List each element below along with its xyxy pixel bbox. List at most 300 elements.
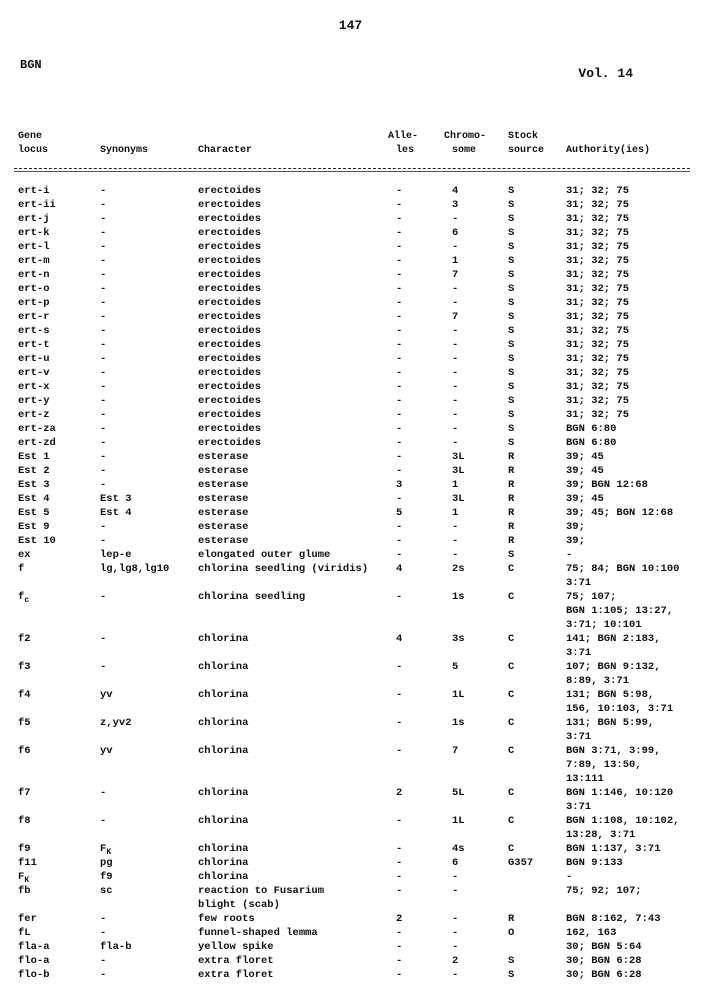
authority-cell: 162, 163 <box>566 927 617 939</box>
authority-cell: 30; BGN 6:28 <box>566 969 642 981</box>
chromosome-cell: 2 <box>452 955 459 967</box>
chromosome-cell: - <box>452 381 459 393</box>
character-cell: chlorina <box>198 633 249 645</box>
synonyms-cell: - <box>100 955 107 967</box>
authority-cell: 39; <box>566 535 585 547</box>
gene-locus-cell: ert-r <box>18 311 50 323</box>
stock-source-cell: S <box>508 297 515 309</box>
synonyms-cell: - <box>100 311 107 323</box>
gene-locus-cell: f11 <box>18 857 37 869</box>
stock-source-cell: G357 <box>508 857 534 869</box>
character-cell: erectoides <box>198 283 262 295</box>
authority-cell: 31; 32; 75 <box>566 213 630 225</box>
gene-locus-cell: f <box>18 563 25 575</box>
chromosome-cell: - <box>452 941 459 953</box>
synonyms-cell: lg,lg8,lg10 <box>100 563 170 575</box>
table-row <box>0 254 701 268</box>
alleles-cell: - <box>396 941 403 953</box>
alleles-cell: - <box>396 339 403 351</box>
character-cell: erectoides <box>198 255 262 267</box>
gene-locus-cell: f8 <box>18 815 31 827</box>
gene-locus-cell: ex <box>18 549 31 561</box>
gene-locus-cell: Est 2 <box>18 465 50 477</box>
gene-locus-cell: flo-a <box>18 955 50 967</box>
gene-locus-cell: f2 <box>18 633 31 645</box>
stock-source-cell: S <box>508 367 515 379</box>
chromosome-cell: - <box>452 535 459 547</box>
authority-cell: BGN 8:162, 7:43 <box>566 913 661 925</box>
table-row <box>0 870 701 884</box>
alleles-cell: - <box>396 269 403 281</box>
gene-locus-cell: f5 <box>18 717 31 729</box>
gene-locus-cell: ert-t <box>18 339 50 351</box>
gene-locus-cell: fla-a <box>18 941 50 953</box>
character-cell: funnel-shaped lemma <box>198 927 318 939</box>
header-stock-source: Stock source <box>508 131 545 156</box>
authority-cell: - <box>566 871 573 883</box>
stock-source-cell: C <box>508 563 515 575</box>
authority-cell: 31; 32; 75 <box>566 367 630 379</box>
character-cell: erectoides <box>198 409 262 421</box>
character-cell: chlorina <box>198 871 249 883</box>
gene-locus-cell: ert-ii <box>18 199 56 211</box>
synonyms-cell: fla-b <box>100 941 132 953</box>
character-cell: erectoides <box>198 367 262 379</box>
gene-locus-cell: f3 <box>18 661 31 673</box>
table-row <box>0 408 701 422</box>
stock-source-cell: C <box>508 661 515 673</box>
stock-source-cell: R <box>508 465 515 477</box>
header-synonyms: Synonyms <box>100 145 149 156</box>
alleles-cell: - <box>396 535 403 547</box>
authority-cell: 31; 32; 75 <box>566 283 630 295</box>
character-cell: erectoides <box>198 353 262 365</box>
table-row <box>0 506 701 520</box>
chromosome-cell: - <box>452 297 459 309</box>
character-cell: erectoides <box>198 339 262 351</box>
header-rule-dashed <box>14 168 690 169</box>
table-row <box>0 716 701 744</box>
character-cell: erectoides <box>198 381 262 393</box>
synonyms-cell: - <box>100 241 107 253</box>
chromosome-cell: - <box>452 367 459 379</box>
synonyms-cell: - <box>100 269 107 281</box>
table-row <box>0 352 701 366</box>
alleles-cell: 4 <box>396 633 403 645</box>
synonyms-cell: - <box>100 787 107 799</box>
synonyms-cell: - <box>100 437 107 449</box>
table-row <box>0 450 701 464</box>
character-cell: erectoides <box>198 437 262 449</box>
authority-cell: 31; 32; 75 <box>566 381 630 393</box>
table-row <box>0 394 701 408</box>
chromosome-cell: - <box>452 213 459 225</box>
table-row <box>0 534 701 548</box>
chromosome-cell: - <box>452 409 459 421</box>
stock-source-cell: C <box>508 591 515 603</box>
table-row <box>0 940 701 954</box>
stock-source-cell: S <box>508 213 515 225</box>
alleles-cell: - <box>396 213 403 225</box>
chromosome-cell: 1 <box>452 479 459 491</box>
alleles-cell: 2 <box>396 913 403 925</box>
chromosome-cell: 1s <box>452 591 465 603</box>
stock-source-cell: C <box>508 689 515 701</box>
gene-locus-cell: ert-j <box>18 213 50 225</box>
alleles-cell: - <box>396 325 403 337</box>
alleles-cell: - <box>396 283 403 295</box>
alleles-cell: 2 <box>396 787 403 799</box>
stock-source-cell: S <box>508 311 515 323</box>
synonyms-cell: yv <box>100 745 113 757</box>
chromosome-cell: 6 <box>452 227 459 239</box>
alleles-cell: 3 <box>396 479 403 491</box>
authority-cell: BGN 1:137, 3:71 <box>566 843 661 855</box>
character-cell: esterase <box>198 507 249 519</box>
character-cell: extra floret <box>198 969 274 981</box>
character-cell: erectoides <box>198 423 262 435</box>
authority-cell: 31; 32; 75 <box>566 241 630 253</box>
chromosome-cell: - <box>452 241 459 253</box>
table-row <box>0 856 701 870</box>
character-cell: erectoides <box>198 213 262 225</box>
gene-locus-cell: ert-v <box>18 367 50 379</box>
table-row <box>0 492 701 506</box>
alleles-cell: - <box>396 437 403 449</box>
gene-table <box>0 184 701 982</box>
page-number: 147 <box>338 18 363 33</box>
authority-cell: 31; 32; 75 <box>566 185 630 197</box>
synonyms-cell: - <box>100 283 107 295</box>
header-gene-locus: Gene locus <box>18 131 49 156</box>
synonyms-cell: - <box>100 927 107 939</box>
table-row <box>0 366 701 380</box>
chromosome-cell: 1L <box>452 689 465 701</box>
authority-cell: 31; 32; 75 <box>566 395 630 407</box>
synonyms-cell: - <box>100 255 107 267</box>
authority-cell: 39; 45; BGN 12:68 <box>566 507 674 519</box>
synonyms-cell: pg <box>100 857 113 869</box>
chromosome-cell: - <box>452 885 459 897</box>
alleles-cell: - <box>396 255 403 267</box>
synonyms-cell: lep-e <box>100 549 132 561</box>
table-row <box>0 240 701 254</box>
character-cell: esterase <box>198 479 249 491</box>
stock-source-cell: S <box>508 955 515 967</box>
character-cell: erectoides <box>198 311 262 323</box>
gene-locus-cell: $f_c$ <box>18 591 30 605</box>
alleles-cell: - <box>396 661 403 673</box>
chromosome-cell: 7 <box>452 269 459 281</box>
chromosome-cell: 1 <box>452 507 459 519</box>
stock-source-cell: C <box>508 787 515 799</box>
synonyms-cell: - <box>100 591 107 603</box>
gene-locus-cell: ert-s <box>18 325 50 337</box>
header-rule-solid <box>14 171 690 172</box>
gene-locus-cell: ert-i <box>18 185 50 197</box>
chromosome-cell: 5 <box>452 661 459 673</box>
chromosome-cell: 3s <box>452 633 465 645</box>
chromosome-cell: - <box>452 353 459 365</box>
alleles-cell: 4 <box>396 563 403 575</box>
table-row <box>0 926 701 940</box>
alleles-cell: - <box>396 367 403 379</box>
gene-locus-cell: f6 <box>18 745 31 757</box>
authority-cell: 39; BGN 12:68 <box>566 479 648 491</box>
table-row <box>0 338 701 352</box>
synonyms-cell: - <box>100 297 107 309</box>
table-row <box>0 968 701 982</box>
synonyms-cell: - <box>100 535 107 547</box>
chromosome-cell: 5L <box>452 787 465 799</box>
authority-cell: 75; 92; 107; <box>566 885 642 897</box>
authority-cell: BGN 3:71, 3:99, 7:89, 13:50, 13:111 <box>566 745 661 785</box>
synonyms-cell: - <box>100 353 107 365</box>
authority-cell: 31; 32; 75 <box>566 409 630 421</box>
chromosome-cell: - <box>452 969 459 981</box>
table-row <box>0 786 701 814</box>
chromosome-cell: 1L <box>452 815 465 827</box>
gene-locus-cell: ert-l <box>18 241 50 253</box>
chromosome-cell: 4 <box>452 185 459 197</box>
table-row <box>0 184 701 198</box>
alleles-cell: - <box>396 927 403 939</box>
synonyms-cell: - <box>100 633 107 645</box>
alleles-cell: - <box>396 451 403 463</box>
chromosome-cell: 3 <box>452 199 459 211</box>
table-row <box>0 464 701 478</box>
authority-cell: 39; <box>566 521 585 533</box>
character-cell: erectoides <box>198 269 262 281</box>
volume-label: Vol. 14 <box>578 66 633 81</box>
character-cell: chlorina <box>198 661 249 673</box>
synonyms-cell: - <box>100 815 107 827</box>
gene-locus-cell: fb <box>18 885 31 897</box>
synonyms-cell: - <box>100 227 107 239</box>
stock-source-cell: R <box>508 479 515 491</box>
character-cell: erectoides <box>198 325 262 337</box>
stock-source-cell: R <box>508 535 515 547</box>
chromosome-cell: 3L <box>452 451 465 463</box>
alleles-cell: - <box>396 353 403 365</box>
synonyms-cell: $F_K$ <box>100 843 112 857</box>
chromosome-cell: 4s <box>452 843 465 855</box>
chromosome-cell: 2s <box>452 563 465 575</box>
synonyms-cell: - <box>100 409 107 421</box>
synonyms-cell: - <box>100 521 107 533</box>
table-row <box>0 436 701 450</box>
authority-cell: 31; 32; 75 <box>566 199 630 211</box>
synonyms-cell: - <box>100 661 107 673</box>
authority-cell: 31; 32; 75 <box>566 297 630 309</box>
character-cell: elongated outer glume <box>198 549 331 561</box>
character-cell: yellow spike <box>198 941 274 953</box>
stock-source-cell: C <box>508 633 515 645</box>
table-row <box>0 310 701 324</box>
stock-source-cell: S <box>508 241 515 253</box>
authority-cell: 75; 84; BGN 10:100 3:71 <box>566 563 680 589</box>
authority-cell: BGN 9:133 <box>566 857 623 869</box>
alleles-cell: - <box>396 227 403 239</box>
alleles-cell: - <box>396 465 403 477</box>
authority-cell: BGN 6:80 <box>566 423 617 435</box>
character-cell: esterase <box>198 493 249 505</box>
chromosome-cell: - <box>452 437 459 449</box>
alleles-cell: - <box>396 815 403 827</box>
table-row <box>0 324 701 338</box>
alleles-cell: - <box>396 311 403 323</box>
gene-locus-cell: fer <box>18 913 37 925</box>
stock-source-cell: S <box>508 381 515 393</box>
stock-source-cell: S <box>508 395 515 407</box>
table-row <box>0 884 701 912</box>
gene-locus-cell: ert-p <box>18 297 50 309</box>
gene-locus-cell: Est 4 <box>18 493 50 505</box>
alleles-cell: - <box>396 241 403 253</box>
stock-source-cell: S <box>508 549 515 561</box>
table-row <box>0 422 701 436</box>
gene-locus-cell: flo-b <box>18 969 50 981</box>
character-cell: chlorina <box>198 857 249 869</box>
stock-source-cell: C <box>508 815 515 827</box>
chromosome-cell: - <box>452 325 459 337</box>
stock-source-cell: S <box>508 255 515 267</box>
synonyms-cell: - <box>100 339 107 351</box>
alleles-cell: - <box>396 871 403 883</box>
alleles-cell: - <box>396 199 403 211</box>
chromosome-cell: - <box>452 913 459 925</box>
character-cell: chlorina <box>198 689 249 701</box>
alleles-cell: - <box>396 591 403 603</box>
synonyms-cell: - <box>100 423 107 435</box>
authority-cell: BGN 6:80 <box>566 437 617 449</box>
gene-locus-cell: f4 <box>18 689 31 701</box>
table-row <box>0 590 701 632</box>
synonyms-cell: - <box>100 367 107 379</box>
authority-cell: - <box>566 549 573 561</box>
chromosome-cell: - <box>452 871 459 883</box>
table-row <box>0 380 701 394</box>
table-row <box>0 520 701 534</box>
stock-source-cell: S <box>508 185 515 197</box>
character-cell: chlorina seedling <box>198 591 306 603</box>
synonyms-cell: - <box>100 451 107 463</box>
stock-source-cell: O <box>508 927 515 939</box>
stock-source-cell: S <box>508 969 515 981</box>
alleles-cell: - <box>396 185 403 197</box>
gene-locus-cell: ert-za <box>18 423 56 435</box>
chromosome-cell: 3L <box>452 493 465 505</box>
synonyms-cell: - <box>100 381 107 393</box>
character-cell: erectoides <box>198 199 262 211</box>
gene-locus-cell: ert-m <box>18 255 50 267</box>
table-row <box>0 744 701 786</box>
gene-locus-cell: ert-x <box>18 381 50 393</box>
synonyms-cell: - <box>100 479 107 491</box>
alleles-cell: - <box>396 395 403 407</box>
stock-source-cell: R <box>508 493 515 505</box>
table-row <box>0 912 701 926</box>
synonyms-cell: - <box>100 395 107 407</box>
synonyms-cell: sc <box>100 885 113 897</box>
stock-source-cell: S <box>508 409 515 421</box>
chromosome-cell: - <box>452 395 459 407</box>
character-cell: chlorina seedling (viridis) <box>198 563 369 575</box>
stock-source-cell: R <box>508 913 515 925</box>
gene-locus-cell: Est 1 <box>18 451 50 463</box>
chromosome-cell: - <box>452 549 459 561</box>
table-row <box>0 842 701 856</box>
stock-source-cell: S <box>508 325 515 337</box>
synonyms-cell: - <box>100 325 107 337</box>
chromosome-cell: 1 <box>452 255 459 267</box>
stock-source-cell: S <box>508 339 515 351</box>
character-cell: erectoides <box>198 395 262 407</box>
character-cell: erectoides <box>198 227 262 239</box>
table-row <box>0 212 701 226</box>
synonyms-cell: - <box>100 185 107 197</box>
stock-source-cell: R <box>508 507 515 519</box>
chromosome-cell: - <box>452 927 459 939</box>
chromosome-cell: 7 <box>452 311 459 323</box>
authority-cell: 31; 32; 75 <box>566 255 630 267</box>
chromosome-cell: 7 <box>452 745 459 757</box>
table-row <box>0 632 701 660</box>
character-cell: esterase <box>198 465 249 477</box>
table-row <box>0 282 701 296</box>
table-row <box>0 296 701 310</box>
gene-locus-cell: f9 <box>18 843 31 855</box>
table-row <box>0 688 701 716</box>
character-cell: chlorina <box>198 843 249 855</box>
authority-cell: 75; 107; BGN 1:105; 13:27, 3:71; 10:101 <box>566 591 674 631</box>
alleles-cell: - <box>396 521 403 533</box>
chromosome-cell: - <box>452 521 459 533</box>
chromosome-cell: 3L <box>452 465 465 477</box>
stock-source-cell: S <box>508 353 515 365</box>
synonyms-cell: yv <box>100 689 113 701</box>
character-cell: esterase <box>198 451 249 463</box>
character-cell: erectoides <box>198 185 262 197</box>
table-row <box>0 548 701 562</box>
table-row <box>0 268 701 282</box>
stock-source-cell: S <box>508 423 515 435</box>
synonyms-cell: - <box>100 199 107 211</box>
character-cell: few roots <box>198 913 255 925</box>
stock-source-cell: S <box>508 227 515 239</box>
alleles-cell: - <box>396 549 403 561</box>
synonyms-cell: z,yv2 <box>100 717 132 729</box>
stock-source-cell: S <box>508 199 515 211</box>
stock-source-cell: C <box>508 717 515 729</box>
gene-locus-cell: $F_K$ <box>18 871 30 885</box>
stock-source-cell: R <box>508 451 515 463</box>
authority-cell: 141; BGN 2:183, 3:71 <box>566 633 661 659</box>
authority-cell: 107; BGN 9:132, 8:89, 3:71 <box>566 661 661 687</box>
chromosome-cell: 1s <box>452 717 465 729</box>
stock-source-cell: C <box>508 843 515 855</box>
alleles-cell: - <box>396 409 403 421</box>
gene-locus-cell: ert-o <box>18 283 50 295</box>
header-authority: Authority(ies) <box>566 145 651 156</box>
stock-source-cell: R <box>508 521 515 533</box>
gene-locus-cell: f7 <box>18 787 31 799</box>
character-cell: extra floret <box>198 955 274 967</box>
authority-cell: 31; 32; 75 <box>566 325 630 337</box>
table-row <box>0 478 701 492</box>
authority-cell: 39; 45 <box>566 493 604 505</box>
table-row <box>0 954 701 968</box>
